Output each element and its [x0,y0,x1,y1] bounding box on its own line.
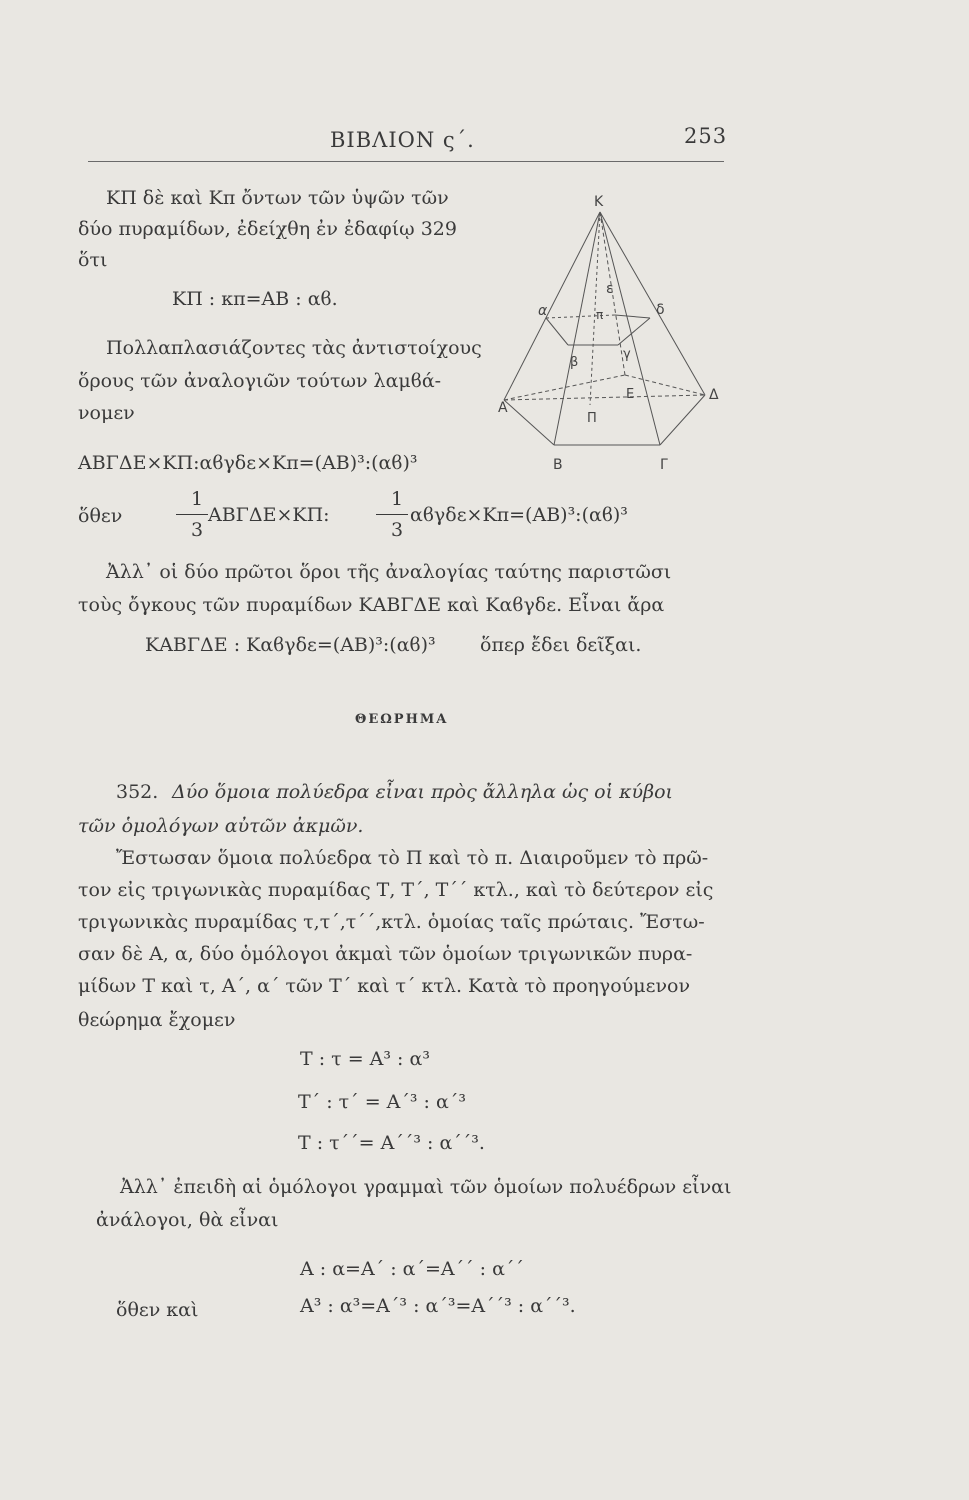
text-line: Πολλαπλασιάζοντες τὰς ἀντιστοίχους [106,337,482,359]
text-prefix: ὅθεν [78,505,123,527]
text-line: ὅρους τῶν ἀναλογιῶν τούτων λαμϐά- [78,370,442,392]
edge [600,212,705,395]
equation: Τ : τ΄΄= Α΄΄³ : α΄΄³. [298,1132,485,1154]
equation: Α³ : α³=Α΄³ : α΄³=Α΄΄³ : α΄΄³. [300,1295,576,1317]
label-A: Α [498,400,508,416]
theorem-statement: τῶν ὁμολόγων αὐτῶν ἀκμῶν. [78,815,364,837]
fraction-denominator: 3 [390,519,404,541]
equation: ΚΠ : κπ=ΑΒ : αϐ. [172,288,338,310]
edge [504,375,625,400]
text-line: μίδων Τ καὶ τ, Α΄, α΄ τῶν Τ΄ καὶ τ΄ κτλ. Κατὰ τὸ προηγούμενον [78,975,690,997]
edge [546,315,615,318]
theorem-number: 352. [116,781,159,803]
text-line: ἀνάλογοι, θὰ εἶναι [96,1209,279,1231]
equation-part: ΑΒΓΔΕ×ΚΠ: [208,504,330,526]
label-beta: β [570,355,579,370]
text-line: Ἀλλ᾽ ἐπειδὴ αἱ ὁμόλογοι γραμμαὶ τῶν ὁμοίων πολυέδρων εἶναι [120,1176,732,1198]
text-line: τριγωνικὰς πυραμίδας τ,τ΄,τ΄΄,κτλ. ὁμοίας ταῖς πρώταις. Ἔστω- [78,911,705,933]
equation: ΚΑΒΓΔΕ : Καϐγδε=(ΑΒ)³:(αϐ)³ [145,634,436,656]
text-line: νομεν [78,402,135,424]
fraction-denominator: 3 [190,519,204,541]
running-title: ΒΙΒΛΙΟΝ ς΄. [330,128,475,152]
edge [504,400,554,445]
text-line: δύο πυραμίδων, ἐδείχθη ἐν ἐδαφίῳ 329 [78,218,457,240]
equation: ΑΒΓΔΕ×ΚΠ:αϐγδε×Κπ=(ΑΒ)³:(αϐ)³ [78,452,418,474]
label-D: Δ [709,387,719,403]
text-line: θεώρημα ἔχομεν [78,1009,236,1031]
theorem-statement: Δύο ὅμοια πολύεδρα εἶναι πρὸς ἄλληλα ὡς οἱ κύβοι [172,781,673,803]
label-delta: δ [656,302,665,318]
equation-part: αϐγδε×Κπ=(ΑΒ)³:(αϐ)³ [410,504,628,526]
edge [504,395,705,400]
text-prefix: ὅθεν καὶ [116,1299,199,1321]
label-gamma: γ [623,347,631,362]
edge [615,315,650,318]
label-B: Β [553,457,563,473]
label-epsilon: ε [606,281,614,297]
edge [618,318,650,345]
edge [625,375,705,395]
fraction-bar [376,514,408,515]
theorem-title: ΘΕΩΡΗΜΑ [355,712,449,727]
equation: Τ : τ = Α³ : α³ [300,1048,430,1070]
label-K: Κ [594,194,604,210]
text-line: σαν δὲ Α, α, δύο ὁμόλογοι ἀκμαὶ τῶν ὁμοίων τριγωνικῶν πυρα- [78,943,693,965]
text-line: ὅτι [78,249,108,271]
fraction-numerator: 1 [390,488,404,510]
label-P: Π [587,411,597,426]
label-pi: π [596,308,604,322]
text-line: τοὺς ὄγκους τῶν πυραμίδων ΚΑΒΓΔΕ καὶ Καϐγδε. Εἶναι ἄρα [78,594,665,616]
fraction-bar [176,514,208,515]
text-line: Ἔστωσαν ὅμοια πολύεδρα τὸ Π καὶ τὸ π. Διαιροῦμεν τὸ πρῶ- [116,847,709,869]
header-rule [88,161,724,162]
text-line: ΚΠ δὲ καὶ Κπ ὄντων τῶν ὑψῶν τῶν [106,187,449,209]
edge [660,395,705,445]
label-E: Ε [626,387,635,402]
edge [504,212,600,400]
qed-text: ὅπερ ἔδει δεῖξαι. [480,634,642,656]
text-line: Ἀλλ᾽ οἱ δύο πρῶτοι ὅροι τῆς ἀναλογίας ταύτης παριστῶσι [106,561,672,583]
text-line: τον εἰς τριγωνικὰς πυραμίδας Τ, Τ΄, Τ΄΄ κτλ., καὶ τὸ δεύτερον εἰς [78,879,714,901]
equation: Α : α=Α΄ : α΄=Α΄΄ : α΄΄ [300,1258,524,1280]
fraction-numerator: 1 [190,488,204,510]
label-alpha: α [538,303,548,319]
equation: Τ΄ : τ΄ = Α΄³ : α΄³ [298,1091,466,1113]
page-number: 253 [684,124,728,148]
label-G: Γ [660,457,668,473]
edge [546,318,568,345]
pyramid-figure [490,190,750,480]
edge [600,212,660,445]
